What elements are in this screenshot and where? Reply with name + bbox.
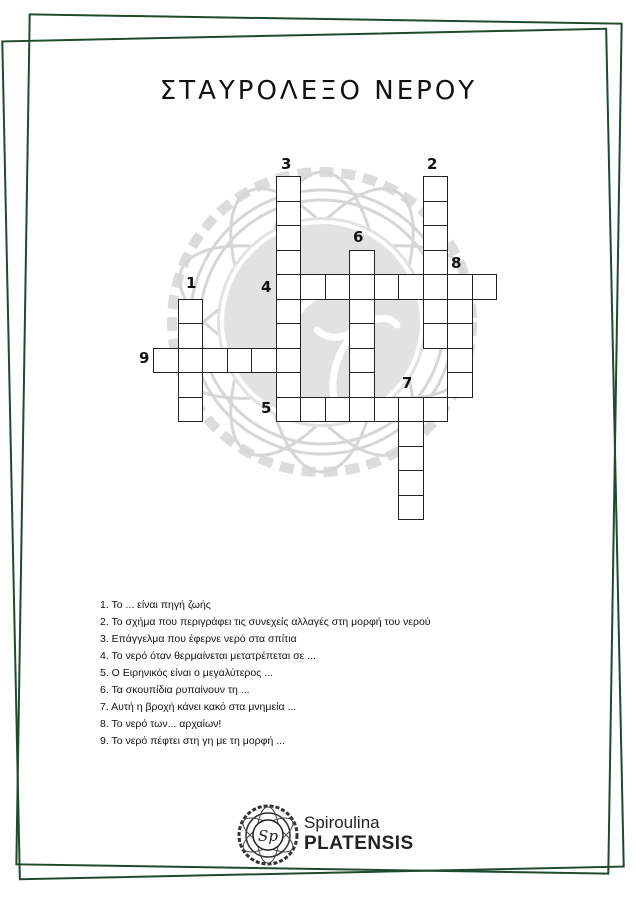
page-title: ΣΤΑΥΡΟΛΕΞΟ ΝΕΡΟΥ (159, 76, 478, 106)
crossword-cell[interactable] (423, 299, 449, 325)
crossword-cell[interactable] (423, 397, 449, 423)
crossword-cell[interactable] (325, 397, 351, 423)
clue-number-9: 9 (139, 349, 150, 367)
crossword-cell[interactable] (423, 274, 449, 300)
crossword-cell[interactable] (276, 250, 302, 276)
brand-name-line2: PLATENSIS (304, 833, 414, 854)
clue-6: 6. Τα σκουπίδια ρυπαίνουν τη ... (100, 684, 250, 696)
crossword-cell[interactable] (178, 323, 204, 349)
crossword-cell[interactable] (374, 397, 400, 423)
crossword-cell[interactable] (276, 225, 302, 251)
crossword-cell[interactable] (374, 274, 400, 300)
crossword-cell[interactable] (276, 201, 302, 227)
crossword-cell[interactable] (423, 250, 449, 276)
crossword-cell[interactable] (276, 348, 302, 374)
clue-number-1: 1 (186, 274, 197, 292)
crossword-cell[interactable] (251, 348, 277, 374)
crossword-cell[interactable] (398, 495, 424, 521)
clue-4: 4. Το νερό όταν θερμαίνεται μετατρέπεται σε ... (100, 650, 316, 662)
crossword-cell[interactable] (423, 201, 449, 227)
crossword-cell[interactable] (300, 397, 326, 423)
clue-number-7: 7 (402, 374, 413, 392)
clue-5: 5. Ο Ειρηνικός είναι ο μεγαλύτερος ... (100, 667, 273, 679)
crossword-cell[interactable] (349, 250, 375, 276)
clue-number-2: 2 (427, 155, 438, 173)
clue-3: 3. Επάγγελμα που έφερνε νερό στα σπίτια (100, 633, 297, 645)
crossword-cell[interactable] (447, 323, 473, 349)
crossword-cell[interactable] (423, 323, 449, 349)
brand-name-line1: Spiroulina (304, 813, 380, 832)
crossword-cell[interactable] (398, 274, 424, 300)
crossword-cell[interactable] (447, 348, 473, 374)
clue-2: 2. Το σχήμα που περιγράφει τις συνεχείς αλλαγές στη μορφή του νερού (100, 616, 431, 628)
clue-1: 1. Το ... είναι πηγή ζωής (100, 599, 211, 611)
brand-monogram: Sp (258, 827, 278, 845)
clue-number-6: 6 (353, 228, 364, 246)
crossword-cell[interactable] (325, 274, 351, 300)
crossword-cell[interactable] (398, 470, 424, 496)
crossword-cell[interactable] (447, 372, 473, 398)
clue-7: 7. Αυτή η βροχή κάνει κακό στα μνημεία ... (100, 701, 297, 713)
clue-number-8: 8 (451, 254, 462, 272)
clue-number-3: 3 (281, 155, 292, 173)
crossword-cell[interactable] (178, 397, 204, 423)
crossword-cell[interactable] (349, 323, 375, 349)
clue-number-5: 5 (261, 399, 272, 417)
crossword-cell[interactable] (178, 348, 204, 374)
crossword-cell[interactable] (349, 397, 375, 423)
crossword-cell[interactable] (276, 274, 302, 300)
crossword-cell[interactable] (276, 372, 302, 398)
crossword-cell[interactable] (276, 299, 302, 325)
brand-logo-icon (237, 804, 299, 866)
crossword-cell[interactable] (349, 372, 375, 398)
clue-9: 9. Το νερό πέφτει στη γη με τη μορφή ... (100, 735, 285, 747)
clue-8: 8. Το νερό των... αρχαίων! (100, 718, 222, 730)
crossword-cell[interactable] (398, 421, 424, 447)
crossword-cell[interactable] (178, 299, 204, 325)
clue-number-4: 4 (261, 278, 272, 296)
crossword-cell[interactable] (276, 323, 302, 349)
crossword-cell[interactable] (447, 299, 473, 325)
crossword-cell[interactable] (276, 397, 302, 423)
crossword-cell[interactable] (398, 446, 424, 472)
clue-list (100, 597, 431, 750)
crossword-cell[interactable] (398, 397, 424, 423)
crossword-cell[interactable] (227, 348, 253, 374)
crossword-cell[interactable] (178, 372, 204, 398)
crossword-cell[interactable] (153, 348, 179, 374)
crossword-cell[interactable] (202, 348, 228, 374)
crossword-cell[interactable] (300, 274, 326, 300)
crossword-cell[interactable] (349, 299, 375, 325)
crossword-cell[interactable] (423, 176, 449, 202)
crossword-cell[interactable] (349, 274, 375, 300)
crossword-cell[interactable] (472, 274, 498, 300)
crossword-cell[interactable] (447, 274, 473, 300)
crossword-cell[interactable] (349, 348, 375, 374)
crossword-cell[interactable] (423, 225, 449, 251)
crossword-cell[interactable] (276, 176, 302, 202)
